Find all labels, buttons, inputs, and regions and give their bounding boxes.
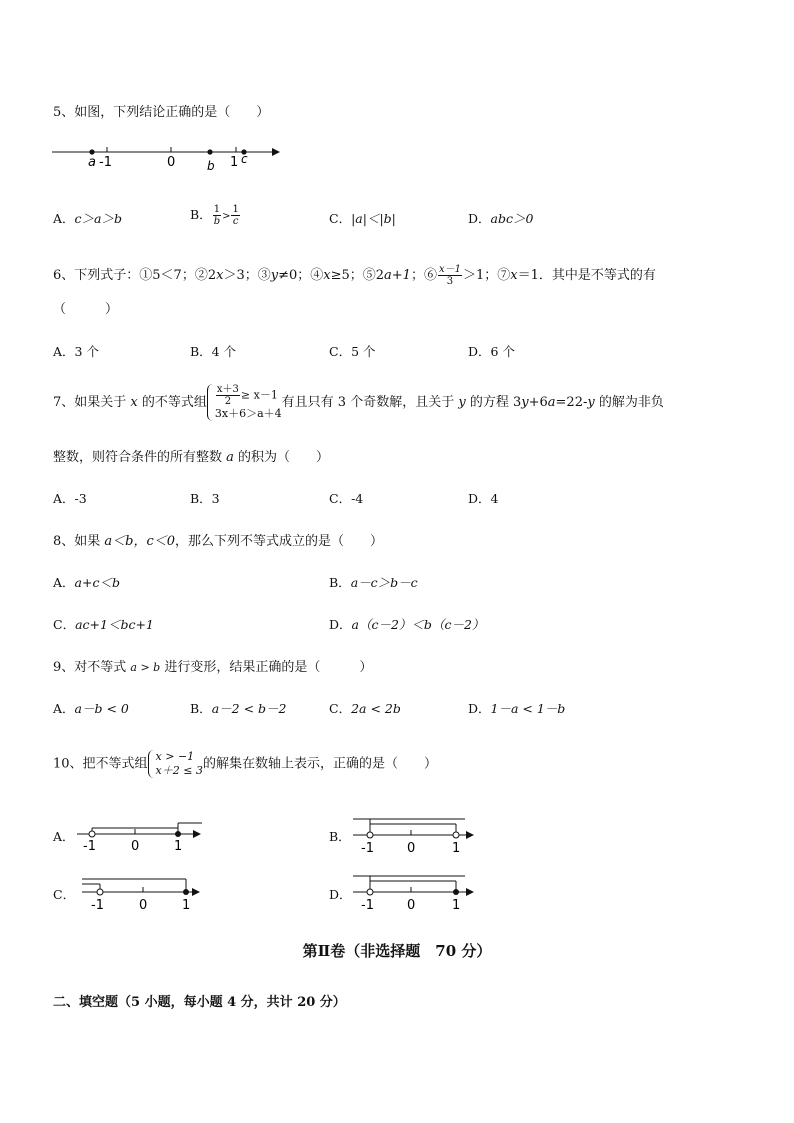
- option-expr: abc＞0: [490, 211, 534, 226]
- q7-stem-line2: 整数，则符合条件的所有整数 a 的积为（ ）: [53, 450, 330, 465]
- option-label: D．: [468, 211, 491, 226]
- svg-text:1: 1: [182, 898, 191, 912]
- q10-option-a-numberline: [75, 818, 210, 856]
- label-0: 0: [167, 155, 176, 170]
- label-c: c: [241, 152, 248, 166]
- q9-option-c[interactable]: C．2a < 2b: [329, 701, 401, 716]
- svg-text:1: 1: [452, 898, 461, 912]
- q7-stem: 7、如果关于 x 的不等式组 $\frac{x+3}{2}$ ≥ x－1 3x＋6＞a＋4 有且只有 3 个奇数解，且关于 y 的方程 3y+6a=22-y 的解为非负: [53, 384, 664, 420]
- option-label: A．: [53, 211, 75, 226]
- svg-text:0: 0: [139, 898, 148, 912]
- svg-text:-1: -1: [91, 898, 104, 912]
- q6-paren: （ ）: [53, 302, 119, 317]
- svg-text:0: 0: [131, 839, 140, 854]
- q7-option-b[interactable]: B．3: [190, 491, 220, 506]
- q8-option-a[interactable]: A．a+c＜b: [53, 575, 120, 590]
- q6-option-b[interactable]: B．4 个: [190, 344, 237, 359]
- q7-inequality-system: $\frac{x+3}{2}$ ≥ x－1 3x＋6＞a＋4: [207, 384, 282, 421]
- option-expr: |a|＜|b|: [351, 211, 396, 226]
- q9-option-b[interactable]: B．a－2 < b－2: [190, 701, 287, 716]
- q10-inequality-system: x > −1 x＋2 ≤ 3: [148, 750, 203, 778]
- q10-stem: 10、把不等式组 x > −1 x＋2 ≤ 3 的解集在数轴上表示，正确的是（ ）: [53, 750, 437, 777]
- q6-stem: 6、下列式子：①5＜7；②2x＞3；③y≠0；④x≥5；⑤2a+1；⑥ $\frac{x-1}{3}$ ＞1；⑦x＝1．其中是不等式的有: [53, 264, 656, 287]
- q7-option-c[interactable]: C．-4: [329, 491, 364, 506]
- q5-option-d[interactable]: [468, 209, 533, 227]
- q8-stem: 8、如果 a＜b，c＜0，那么下列不等式成立的是（ ）: [53, 534, 384, 549]
- q6-option-a[interactable]: A．3 个: [53, 344, 99, 359]
- section-title: 第Ⅱ卷（非选择题 70 分）: [302, 942, 492, 960]
- q9-stem: 9、对不等式 a > b 进行变形，结果正确的是（ ）: [53, 660, 373, 675]
- q10-option-c[interactable]: C．: [53, 887, 76, 902]
- q5-option-c[interactable]: [329, 209, 396, 227]
- option-expr: c＞a＞b: [74, 211, 122, 226]
- q6-option-c[interactable]: C．5 个: [329, 344, 376, 359]
- q10-option-d-numberline: [348, 872, 478, 912]
- q10-option-c-numberline: [80, 872, 210, 912]
- label-1: 1: [230, 155, 239, 170]
- q8-option-c[interactable]: C．ac+1＜bc+1: [53, 617, 154, 632]
- label-minus-1: -1: [99, 155, 112, 170]
- svg-text:1: 1: [452, 841, 461, 855]
- q5-number-line: [50, 140, 285, 176]
- q5-stem: 5、如图，下列结论正确的是（ ）: [53, 105, 270, 120]
- fraction-1-over-b: $\frac{1}{b}$: [213, 204, 221, 227]
- gt-sign: >: [222, 211, 231, 222]
- q10-option-b-numberline: [348, 815, 478, 855]
- q9-option-d[interactable]: D．1－a < 1－b: [468, 701, 566, 716]
- point-a: [89, 149, 94, 154]
- svg-text:0: 0: [407, 898, 416, 912]
- svg-text:-1: -1: [361, 898, 374, 912]
- point-b: [207, 149, 212, 154]
- q7-option-d[interactable]: D．4: [468, 491, 499, 506]
- q6-fraction: $\frac{x-1}{3}$: [438, 264, 461, 287]
- svg-text:-1: -1: [83, 839, 96, 854]
- axis-arrow: [272, 148, 280, 156]
- label-a: a: [88, 155, 96, 170]
- q10-option-b[interactable]: B．: [329, 829, 351, 844]
- svg-text:1: 1: [174, 839, 183, 854]
- q7-option-a[interactable]: A．-3: [53, 491, 87, 506]
- section-subtitle: 二、填空题（5 小题，每小题 4 分，共计 20 分）: [53, 995, 346, 1010]
- label-b: b: [207, 159, 215, 173]
- option-label: C．: [329, 211, 352, 226]
- q5-option-a[interactable]: [53, 209, 122, 227]
- q10-option-d[interactable]: D．: [329, 887, 352, 902]
- svg-text:-1: -1: [361, 841, 374, 855]
- q5-option-b[interactable]: [190, 204, 241, 227]
- q8-option-b[interactable]: B．a－c＞b－c: [329, 575, 418, 590]
- option-label: B．: [190, 207, 212, 222]
- fraction-1-over-c: $\frac{1}{c}$: [232, 204, 239, 227]
- svg-text:0: 0: [407, 841, 416, 855]
- q10-option-a[interactable]: A．: [53, 829, 75, 844]
- q9-option-a[interactable]: A．a－b < 0: [53, 701, 129, 716]
- q6-option-d[interactable]: D．6 个: [468, 344, 515, 359]
- q8-option-d[interactable]: D．a（c－2）＜b（c－2）: [329, 617, 485, 632]
